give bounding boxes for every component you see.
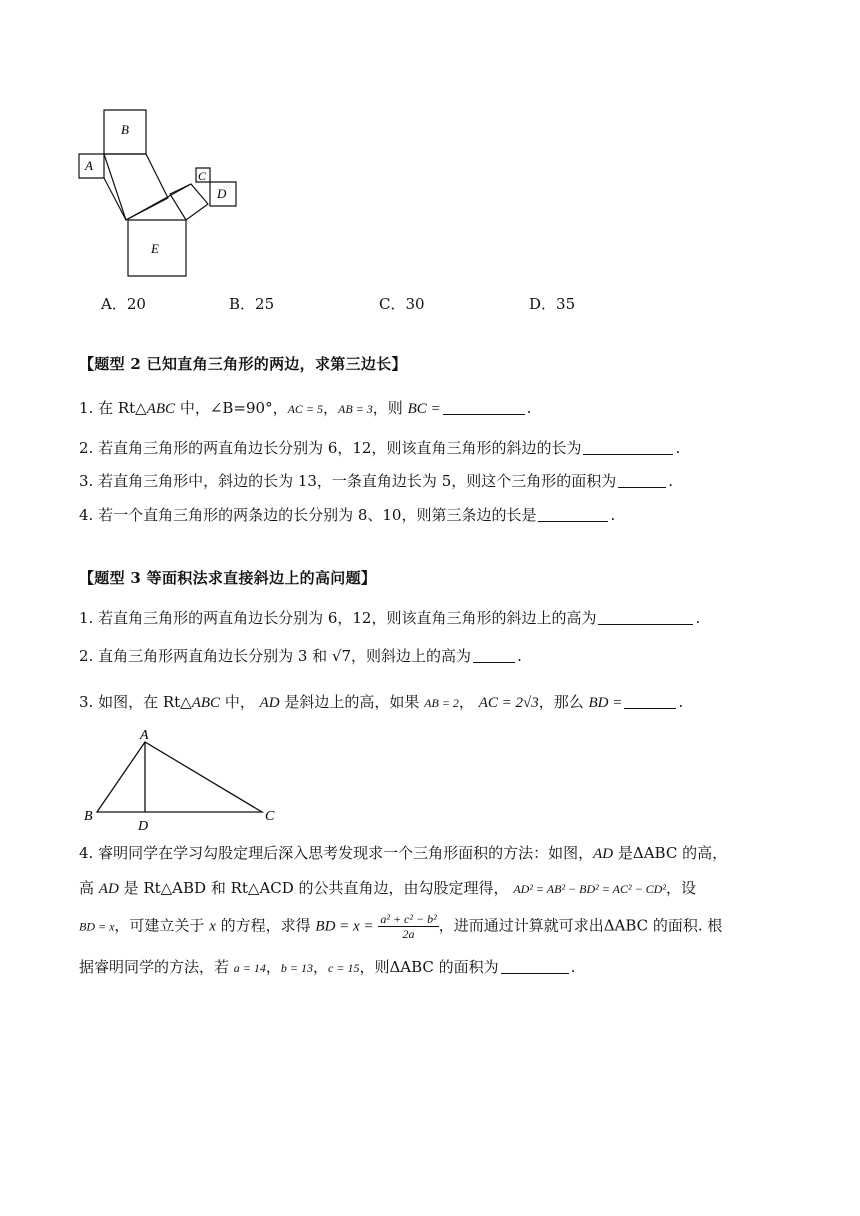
answer-blank[interactable] xyxy=(473,648,515,663)
label-a: A xyxy=(85,158,93,173)
option-a: A．20 xyxy=(101,295,146,313)
fig2-label-a: A xyxy=(140,728,149,743)
option-b: B．25 xyxy=(229,295,275,313)
s3-question-4-line-4: 据睿明同学的方法，若 a = 14，b = 13，c = 15，则ΔABC 的面积为 . xyxy=(79,958,576,976)
triangle-abc xyxy=(97,742,262,812)
answer-blank[interactable] xyxy=(618,473,666,488)
pythagorean-squares-figure xyxy=(74,105,244,280)
label-b: B xyxy=(121,122,129,137)
s3-question-2: 2. 直角三角形两直角边长分别为 3 和 √7，则斜边上的高为 . xyxy=(79,647,522,665)
answer-blank[interactable] xyxy=(443,400,525,415)
label-c: C xyxy=(198,169,207,183)
s2-question-1: 1. 在 Rt△ABC 中，∠B=90°，AC = 5，AB = 3，则 BC = . xyxy=(79,399,532,417)
fraction-bd: $\frac{\text{a² + c² − b²}}{2a}$ xyxy=(380,912,437,941)
fig2-label-c: C xyxy=(265,809,275,824)
s3-question-4-line-2: 高 AD 是 Rt△ABD 和 Rt△ACD 的公共直角边，由勾股定理得， AD² = AB² − BD² = AC² − CD²，设 xyxy=(79,879,696,897)
s3-question-4-line-3: BD = x，可建立关于 x 的方程，求得 BD = x = $\frac{\text{a² + c² − b²}}{2a}$ ，进而通过计算就可求出ΔABC 的面积. 根 xyxy=(79,912,723,941)
section-2-title: 【题型 2 已知直角三角形的两边，求第三边长】 xyxy=(79,355,407,373)
s2-question-3: 3. 若直角三角形中，斜边的长为 13，一条直角边长为 5，则这个三角形的面积为 . xyxy=(79,472,674,490)
section-3-title: 【题型 3 等面积法求直接斜边上的高问题】 xyxy=(79,569,377,587)
answer-blank[interactable] xyxy=(598,610,693,625)
label-d: D xyxy=(217,186,227,201)
answer-blank[interactable] xyxy=(583,440,673,455)
central-square xyxy=(104,154,168,220)
answer-blank[interactable] xyxy=(501,959,569,974)
triangle-altitude-figure xyxy=(80,724,280,834)
s3-question-3: 3. 如图，在 Rt△ABC 中， AD 是斜边上的高，如果 AB = 2， AC = 2√3，那么 BD = . xyxy=(79,693,684,711)
label-e: E xyxy=(151,241,159,256)
fig2-label-d: D xyxy=(138,819,149,834)
option-d: D．35 xyxy=(529,295,576,313)
s3-question-1: 1. 若直角三角形的两直角边长分别为 6，12，则该直角三角形的斜边上的高为 . xyxy=(79,609,701,627)
s2-question-4: 4. 若一个直角三角形的两条边的长分别为 8、10，则第三条边的长是 . xyxy=(79,506,616,524)
fig2-label-b: B xyxy=(84,809,93,824)
answer-blank[interactable] xyxy=(538,507,608,522)
s2-question-2: 2. 若直角三角形的两直角边长分别为 6，12，则该直角三角形的斜边的长为 . xyxy=(79,439,681,457)
option-c: C．30 xyxy=(379,295,425,313)
right-square xyxy=(170,184,208,220)
answer-blank[interactable] xyxy=(624,694,676,709)
s3-question-4-line-1: 4. 睿明同学在学习勾股定理后深入思考发现求一个三角形面积的方法：如图，AD 是ΔABC 的高， xyxy=(79,844,728,862)
